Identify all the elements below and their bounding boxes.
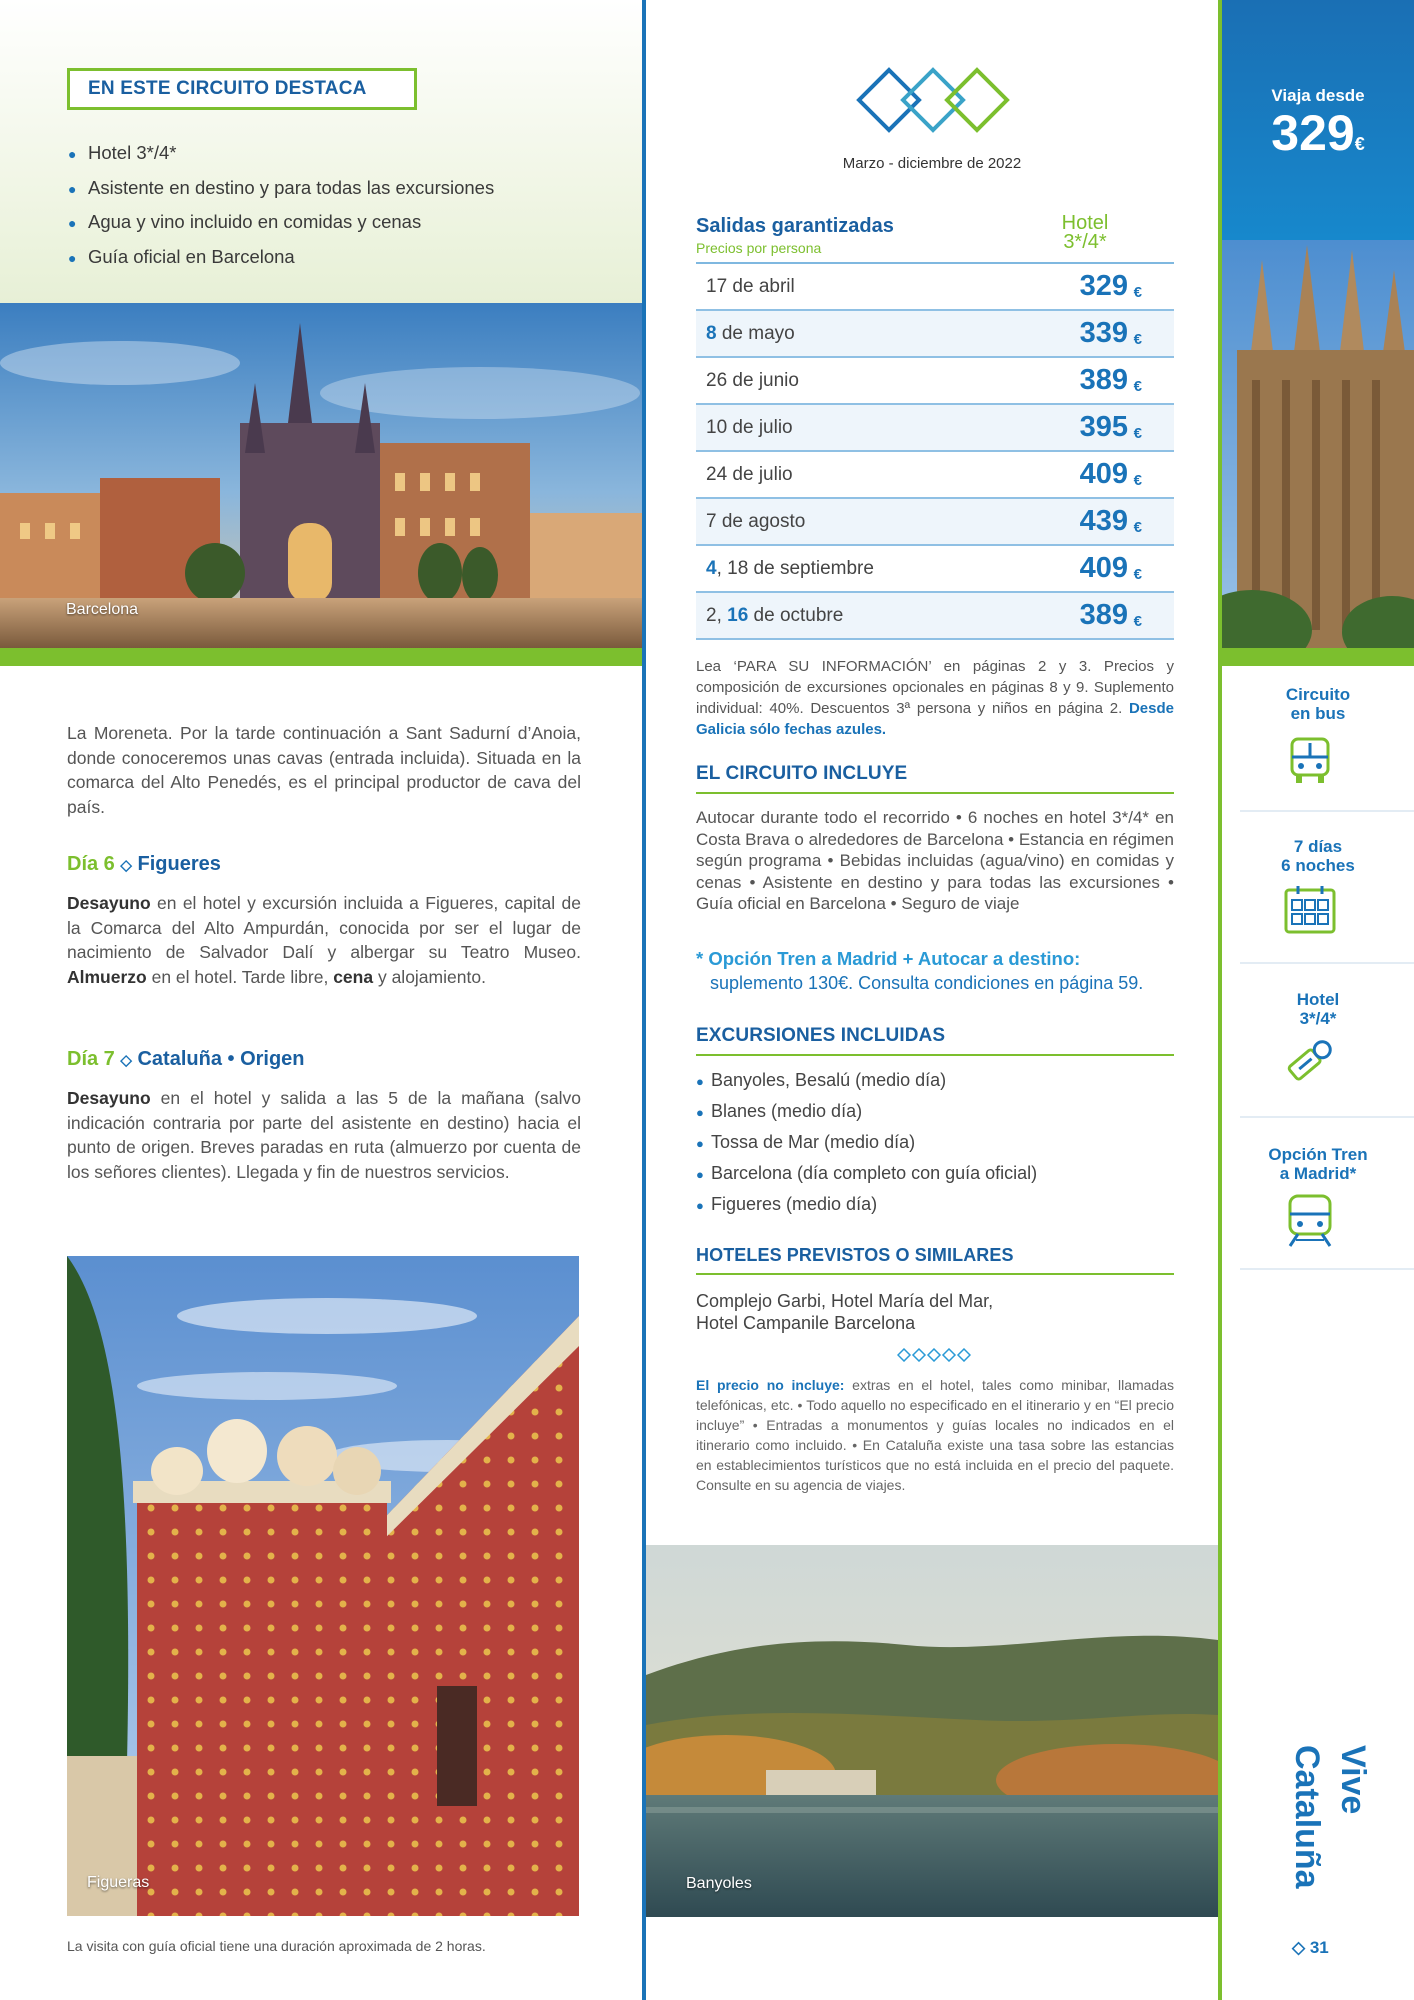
divider (1240, 1116, 1414, 1118)
list-item: ● Guía oficial en Barcelona (68, 240, 628, 275)
photo-caption: Barcelona (66, 601, 139, 618)
divider (1222, 648, 1414, 666)
divider (0, 648, 642, 666)
vive-text: Vive (1334, 1745, 1372, 1815)
banyoles-photo (646, 1545, 1218, 1917)
list-item: ● Figueres (medio día) (696, 1189, 1174, 1220)
prices-title: Salidas garantizadas (696, 215, 894, 237)
list-item: ● Barcelona (día completo con guía oficial) (696, 1158, 1174, 1189)
section-title: EXCURSIONES INCLUIDAS (696, 1025, 946, 1046)
price-from-value: 329€ (1271, 105, 1365, 161)
feature-train-label: Opción Tren a Madrid* (1268, 1145, 1368, 1183)
diamond-icon: ◇ (120, 857, 132, 874)
divider (1240, 962, 1414, 964)
excursions-list (696, 1065, 1174, 1220)
hotels-text: Complejo Garbi, Hotel María del Mar, Hotel Campanile Barcelona (696, 1291, 994, 1333)
bullet-icon: ● (696, 1198, 704, 1213)
bullet-icon: ● (696, 1074, 704, 1089)
bullet-icon: ● (696, 1105, 704, 1120)
diamond-icon: ◇ (120, 1052, 132, 1069)
table-row: 7 de agosto 439 € (696, 499, 1174, 546)
highlights-title: EN ESTE CIRCUITO DESTACA (67, 68, 417, 110)
feature-duration-label: 7 días 6 noches (1281, 837, 1355, 875)
section-title: EL CIRCUITO INCLUYE (696, 763, 908, 784)
highlights-list (68, 136, 628, 274)
diamonds-logo (855, 66, 1011, 134)
itinerary-intro: La Moreneta. Por la tarde continuación a Sant Sadurní d’Anoia, donde conoceremos unas cavas (entrada incluida). Situada en la comarca del Alto Penedés, es el principal productor de cava del país. (67, 723, 581, 817)
day-6-text: Desayuno en el hotel y excursión incluida a Figueres, capital de la Comarca del Alto Ampurdán, conocida por ser el lugar de nacimiento de Salvador Dalí y albergar su Teatro Museo. Almuerzo en el hotel. Tarde libre, cena y alojamiento. (67, 893, 581, 987)
calendar-icon (1282, 884, 1338, 936)
key-icon (1282, 1034, 1338, 1086)
train-option-title: * Opción Tren a Madrid + Autocar a destino: (696, 948, 1081, 969)
divider (1240, 810, 1414, 812)
bullet-icon: ● (68, 146, 77, 162)
bullet-icon: ● (68, 180, 77, 197)
table-row: 2, 16 de octubre 389 € (696, 593, 1174, 640)
train-option-text: suplemento 130€. Consulta condiciones en página 59. (710, 973, 1144, 993)
train-icon (1282, 1192, 1338, 1244)
list-item: ● Blanes (medio día) (696, 1096, 1174, 1127)
hotel-column-header: Hotel 3*/4* (1061, 212, 1109, 253)
table-row: 26 de junio 389 € (696, 358, 1174, 405)
prices-subtitle: Precios por persona (696, 240, 822, 256)
list-item: ● Tossa de Mar (medio día) (696, 1127, 1174, 1158)
divider (1240, 1268, 1414, 1270)
day-6-heading: Día 6 ◇ Figueres (67, 853, 221, 875)
table-row: 10 de julio 395 € (696, 405, 1174, 452)
photo-caption: Banyoles (686, 1875, 752, 1892)
feature-hotel-label: Hotel 3*/4* (1296, 990, 1340, 1028)
diamond-icon: ◇ (1292, 1938, 1306, 1957)
divider (696, 1054, 1174, 1056)
price-table (696, 264, 1174, 640)
bullet-icon: ● (696, 1136, 704, 1151)
day-7-text: Desayuno en el hotel y salida a las 5 de la mañana (salvo indicación contraria por parte del asistente en destino) hacia el punto de origen. Breves paradas en ruta (almuerzo por cuenta de los señores clientes). Llegada y fin de nuestros servicios. (67, 1088, 581, 1182)
list-item: ● Hotel 3*/4* (68, 136, 628, 171)
divider (696, 1273, 1174, 1275)
sagrada-familia-photo (1222, 240, 1414, 648)
barcelona-photo (0, 303, 642, 648)
photo-caption: Figueras (87, 1874, 150, 1891)
table-row: 8 de mayo 339 € (696, 311, 1174, 358)
section-title: HOTELES PREVISTOS O SIMILARES (696, 1245, 1014, 1265)
section-label-vertical (1260, 1745, 1380, 1915)
bullet-icon: ● (696, 1167, 704, 1182)
figueres-photo (67, 1256, 579, 1916)
includes-text: Autocar durante todo el recorrido • 6 noches en hotel 3*/4* en Costa Brava o alrededores de Barcelona • Estancia en régimen según programa • Bebidas incluidas (agua/vino) en comidas y cenas • Asistente en destino y para todas las excursiones • Guía oficial en Barcelona • Seguro de viaje (696, 808, 1174, 913)
bus-icon (1282, 735, 1338, 787)
table-row: 17 de abril 329 € (696, 264, 1174, 311)
table-row: 4, 18 de septiembre 409 € (696, 546, 1174, 593)
list-item: ● Banyoles, Besalú (medio día) (696, 1065, 1174, 1096)
price-excludes-text: El precio no incluye: extras en el hotel, tales como minibar, llamadas telefónicas, etc. • Todo aquello no especificado en el itinerario y en “El precio incluye” • Entradas a monumentos y guías locales no indicados en el itinerario como incluido. • En Cataluña existe una tasa sobre las estancias en establecimientos turísticos que no está incluida en el precio del paquete. Consulte en su agencia de viajes. (696, 1377, 1175, 1493)
cataluna-text: Cataluña (1288, 1745, 1326, 1889)
prices-note: Lea ‘PARA SU INFORMACIÓN’ en páginas 2 y 3. Precios y composición de excursiones opcionales en páginas 8 y 9. Suplemento individual: 40%. Descuentos 3ª persona y niños en página 2. Desde Galicia sólo fechas azules. (696, 658, 1174, 738)
feature-bus-label: Circuito en bus (1285, 685, 1351, 723)
date-range: Marzo - diciembre de 2022 (842, 155, 1022, 172)
page-number: ◇ 31 (1292, 1938, 1329, 1957)
day-7-heading: Día 7 ◇ Cataluña • Origen (67, 1048, 305, 1070)
list-item: ● Asistente en destino y para todas las excursiones (68, 171, 628, 206)
divider (696, 792, 1174, 794)
diamonds-divider (897, 1348, 971, 1362)
list-item: ● Agua y vino incluido en comidas y cenas (68, 205, 628, 240)
photo-note: La visita con guía oficial tiene una duración aproximada de 2 horas. (67, 1938, 486, 1954)
bullet-icon: ● (68, 215, 77, 231)
table-row: 24 de julio 409 € (696, 452, 1174, 499)
bullet-icon: ● (68, 249, 77, 266)
price-from-label: Viaja desde (1271, 86, 1365, 105)
